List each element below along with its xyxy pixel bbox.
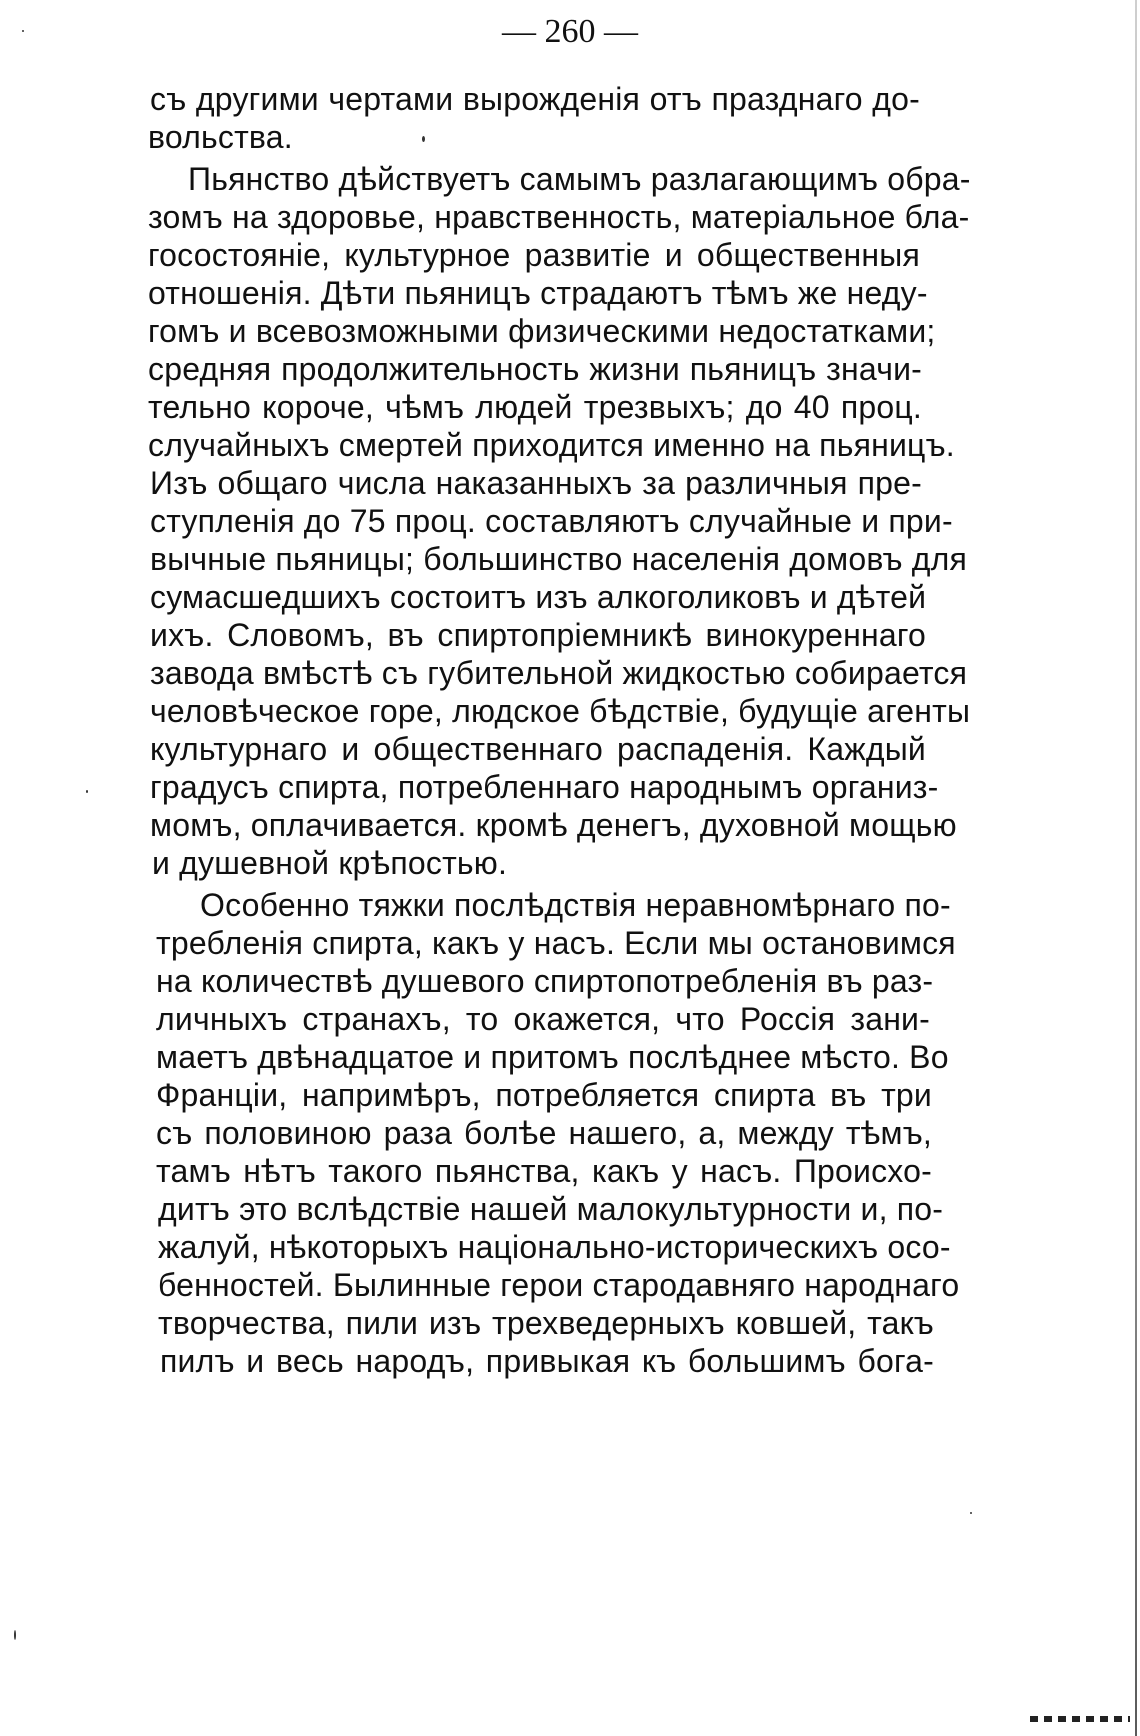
text-line: Пьянство дѣйствуетъ самымъ разлагающимъ обра- (188, 161, 971, 197)
text-line: тельно короче, чѣмъ людей трезвыхъ; до 40 проц. (148, 389, 922, 425)
page-number: — 260 — (502, 13, 638, 50)
text-line: градусъ спирта, потребленнаго народнымъ организ- (150, 769, 939, 805)
text-line: культурнаго и общественнаго распаденія. Каждый (150, 731, 926, 767)
text-line: момъ, оплачивается. кромѣ денегъ, духовной мощью (150, 807, 957, 843)
text-line: госостояніе, культурное развитіе и общественныя (148, 237, 920, 273)
text-line: личныхъ странахъ, то окажется, что Россія зани- (156, 1001, 930, 1037)
text-line: и душевной крѣпостью. (152, 845, 508, 881)
text-line: на количествѣ душевого спиртопотребленія въ раз- (156, 963, 934, 999)
scan-edge-mark (1030, 1716, 1130, 1722)
page-edge-shadow (1135, 0, 1137, 1736)
text-line: Изъ общаго числа наказанныхъ за различныя пре- (150, 465, 922, 501)
text-line: сумасшедшихъ состоитъ изъ алкоголиковъ и дѣтей (150, 579, 927, 615)
text-line: Франціи, напримѣръ, потребляется спирта въ три (156, 1077, 932, 1113)
scan-speck (22, 30, 24, 32)
scan-speck (422, 136, 425, 142)
text-line: вычные пьяницы; большинство населенія домовъ для (150, 541, 968, 577)
text-line: съ половиною раза болѣе нашего, а, между тѣмъ, (156, 1115, 932, 1151)
text-line: ступленія до 75 проц. составляютъ случайные и при- (150, 503, 953, 539)
text-line: съ другими чертами вырожденія отъ празднаго до- (150, 81, 920, 117)
text-line: случайныхъ смертей приходится именно на пьяницъ. (148, 427, 955, 463)
text-line: жалуй, нѣкоторыхъ національно-историческихъ осо- (158, 1229, 951, 1265)
text-line: Особенно тяжки послѣдствія неравномѣрнаго по- (200, 887, 951, 923)
text-line: человѣческое горе, людское бѣдствіе, будущіе агенты (150, 693, 971, 729)
text-line: бенностей. Былинные герои стародавняго народнаго (158, 1267, 960, 1303)
text-line: вольства. (148, 119, 293, 155)
text-line: маетъ двѣнадцатое и притомъ послѣднее мѣсто. Во (156, 1039, 949, 1075)
text-line: отношенія. Дѣти пьяницъ страдаютъ тѣмъ же неду- (148, 275, 928, 311)
text-line: дитъ это вслѣдствіе нашей малокультурности и, по- (158, 1191, 944, 1227)
text-line: завода вмѣстѣ съ губительной жидкостью собирается (150, 655, 968, 691)
scan-speck (14, 1630, 16, 1640)
text-line: ихъ. Словомъ, въ спиртопріемникѣ винокуреннаго (150, 617, 926, 653)
text-line: требленія спирта, какъ у насъ. Если мы остановимся (156, 925, 956, 961)
text-line: тамъ нѣтъ такого пьянства, какъ у насъ. Происхо- (156, 1153, 932, 1189)
text-line: зомъ на здоровье, нравственность, матеріальное бла- (148, 199, 970, 235)
text-line: пилъ и весь народъ, привыкая къ большимъ бога- (160, 1343, 934, 1379)
scan-speck (970, 1512, 972, 1514)
text-line: средняя продолжительность жизни пьяницъ значи- (148, 351, 922, 387)
text-line: гомъ и всевозможными физическими недостатками; (148, 313, 936, 349)
text-line: творчества, пили изъ трехведерныхъ ковшей, такъ (158, 1305, 934, 1341)
scan-speck (86, 790, 88, 793)
